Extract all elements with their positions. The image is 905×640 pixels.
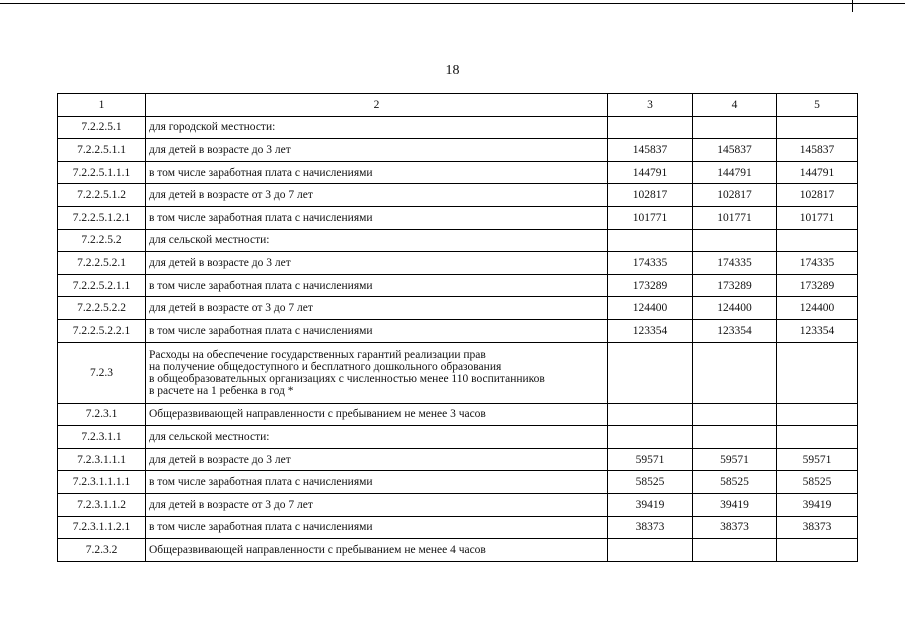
description-line: на получение общедоступного и бесплатного дошкольного образования (149, 360, 502, 373)
row-description: для сельской местности: (146, 229, 608, 252)
value-col-5: 101771 (777, 206, 858, 229)
value-col-3: 144791 (608, 161, 693, 184)
value-col-5: 59571 (777, 448, 858, 471)
value-col-3: 101771 (608, 206, 693, 229)
row-description: в том числе заработная плата с начислениями (146, 319, 608, 342)
value-col-5: 174335 (777, 252, 858, 275)
table-row (58, 274, 858, 297)
value-col-3 (608, 403, 693, 426)
value-col-5: 39419 (777, 493, 858, 516)
value-col-5: 173289 (777, 274, 858, 297)
table-row (58, 403, 858, 426)
row-description: в том числе заработная плата с начислениями (146, 471, 608, 494)
table-row (58, 471, 858, 494)
top-border-line (0, 3, 905, 4)
row-code: 7.2.2.5.1.2 (58, 184, 146, 207)
description-line: Расходы на обеспечение государственных гарантий реализации прав (149, 348, 486, 361)
value-col-4: 124400 (693, 297, 777, 320)
table-row (58, 184, 858, 207)
value-col-3 (608, 342, 693, 403)
header-cell-4: 4 (693, 94, 777, 117)
value-col-3: 38373 (608, 516, 693, 539)
row-description: Общеразвивающей направленности с пребыванием не менее 3 часов (146, 403, 608, 426)
table-row (58, 252, 858, 275)
header-cell-5: 5 (777, 94, 858, 117)
header-cell-2: 2 (146, 94, 608, 117)
row-code: 7.2.2.5.1 (58, 116, 146, 139)
value-col-5 (777, 116, 858, 139)
row-code: 7.2.2.5.1.2.1 (58, 206, 146, 229)
row-code: 7.2.3 (58, 342, 146, 403)
row-code: 7.2.2.5.2.2 (58, 297, 146, 320)
table-row (58, 342, 858, 403)
table-row (58, 206, 858, 229)
row-code: 7.2.2.5.2.1.1 (58, 274, 146, 297)
description-line: в общеобразовательных организациях с численностью менее 110 воспитанников (149, 372, 545, 385)
table-row (58, 297, 858, 320)
value-col-4: 59571 (693, 448, 777, 471)
row-description: для детей в возрасте от 3 до 7 лет (146, 184, 608, 207)
row-code: 7.2.2.5.2.1 (58, 252, 146, 275)
value-col-3: 58525 (608, 471, 693, 494)
row-description: для детей в возрасте от 3 до 7 лет (146, 297, 608, 320)
table-row (58, 493, 858, 516)
value-col-3: 145837 (608, 139, 693, 162)
row-description: Общеразвивающей направленности с пребыванием не менее 4 часов (146, 539, 608, 562)
value-col-3 (608, 539, 693, 562)
row-code: 7.2.3.1.1.1 (58, 448, 146, 471)
row-code: 7.2.3.2 (58, 539, 146, 562)
value-col-5 (777, 403, 858, 426)
value-col-3 (608, 229, 693, 252)
row-description: для сельской местности: (146, 426, 608, 449)
value-col-4: 39419 (693, 493, 777, 516)
table-row (58, 229, 858, 252)
row-description: для детей в возрасте до 3 лет (146, 252, 608, 275)
value-col-4: 38373 (693, 516, 777, 539)
row-description: в том числе заработная плата с начислениями (146, 206, 608, 229)
value-col-3 (608, 116, 693, 139)
row-code: 7.2.3.1.1 (58, 426, 146, 449)
value-col-5 (777, 229, 858, 252)
row-description: для детей в возрасте до 3 лет (146, 448, 608, 471)
value-col-4: 101771 (693, 206, 777, 229)
header-cell-3: 3 (608, 94, 693, 117)
value-col-3: 174335 (608, 252, 693, 275)
value-col-5 (777, 342, 858, 403)
row-code: 7.2.2.5.2 (58, 229, 146, 252)
row-description: в том числе заработная плата с начислениями (146, 161, 608, 184)
value-col-3: 39419 (608, 493, 693, 516)
corner-mark (852, 0, 853, 12)
value-col-3 (608, 426, 693, 449)
table-row (58, 516, 858, 539)
value-col-3: 123354 (608, 319, 693, 342)
value-col-5: 124400 (777, 297, 858, 320)
value-col-3: 173289 (608, 274, 693, 297)
value-col-5: 145837 (777, 139, 858, 162)
table-row (58, 539, 858, 562)
value-col-4: 102817 (693, 184, 777, 207)
row-code: 7.2.3.1.1.2.1 (58, 516, 146, 539)
value-col-4 (693, 342, 777, 403)
row-code: 7.2.3.1.1.2 (58, 493, 146, 516)
value-col-4 (693, 229, 777, 252)
value-col-4: 58525 (693, 471, 777, 494)
value-col-4 (693, 116, 777, 139)
row-description (146, 342, 608, 403)
value-col-4: 173289 (693, 274, 777, 297)
description-line: в расчете на 1 ребенка в год * (149, 384, 294, 397)
row-description: для детей в возрасте до 3 лет (146, 139, 608, 162)
header-cell-1: 1 (58, 94, 146, 117)
value-col-3: 124400 (608, 297, 693, 320)
row-code: 7.2.2.5.2.2.1 (58, 319, 146, 342)
row-description: в том числе заработная плата с начислениями (146, 516, 608, 539)
value-col-4: 145837 (693, 139, 777, 162)
row-description: для городской местности: (146, 116, 608, 139)
value-col-4: 123354 (693, 319, 777, 342)
value-col-4 (693, 403, 777, 426)
value-col-4 (693, 539, 777, 562)
expenditure-table (57, 93, 858, 562)
table-row (58, 448, 858, 471)
value-col-5: 123354 (777, 319, 858, 342)
page-number: 18 (445, 63, 460, 78)
row-code: 7.2.3.1 (58, 403, 146, 426)
value-col-5: 144791 (777, 161, 858, 184)
table-body (58, 94, 858, 562)
value-col-5 (777, 539, 858, 562)
value-col-3: 59571 (608, 448, 693, 471)
table-row (58, 116, 858, 139)
value-col-3: 102817 (608, 184, 693, 207)
value-col-5: 102817 (777, 184, 858, 207)
value-col-4: 144791 (693, 161, 777, 184)
header-row (58, 94, 858, 117)
value-col-4 (693, 426, 777, 449)
value-col-5 (777, 426, 858, 449)
value-col-5: 58525 (777, 471, 858, 494)
value-col-5: 38373 (777, 516, 858, 539)
row-code: 7.2.2.5.1.1 (58, 139, 146, 162)
row-code: 7.2.2.5.1.1.1 (58, 161, 146, 184)
table-row (58, 161, 858, 184)
row-code: 7.2.3.1.1.1.1 (58, 471, 146, 494)
table-row (58, 139, 858, 162)
value-col-4: 174335 (693, 252, 777, 275)
row-description: для детей в возрасте от 3 до 7 лет (146, 493, 608, 516)
table-row (58, 426, 858, 449)
row-description: в том числе заработная плата с начислениями (146, 274, 608, 297)
table-row (58, 319, 858, 342)
